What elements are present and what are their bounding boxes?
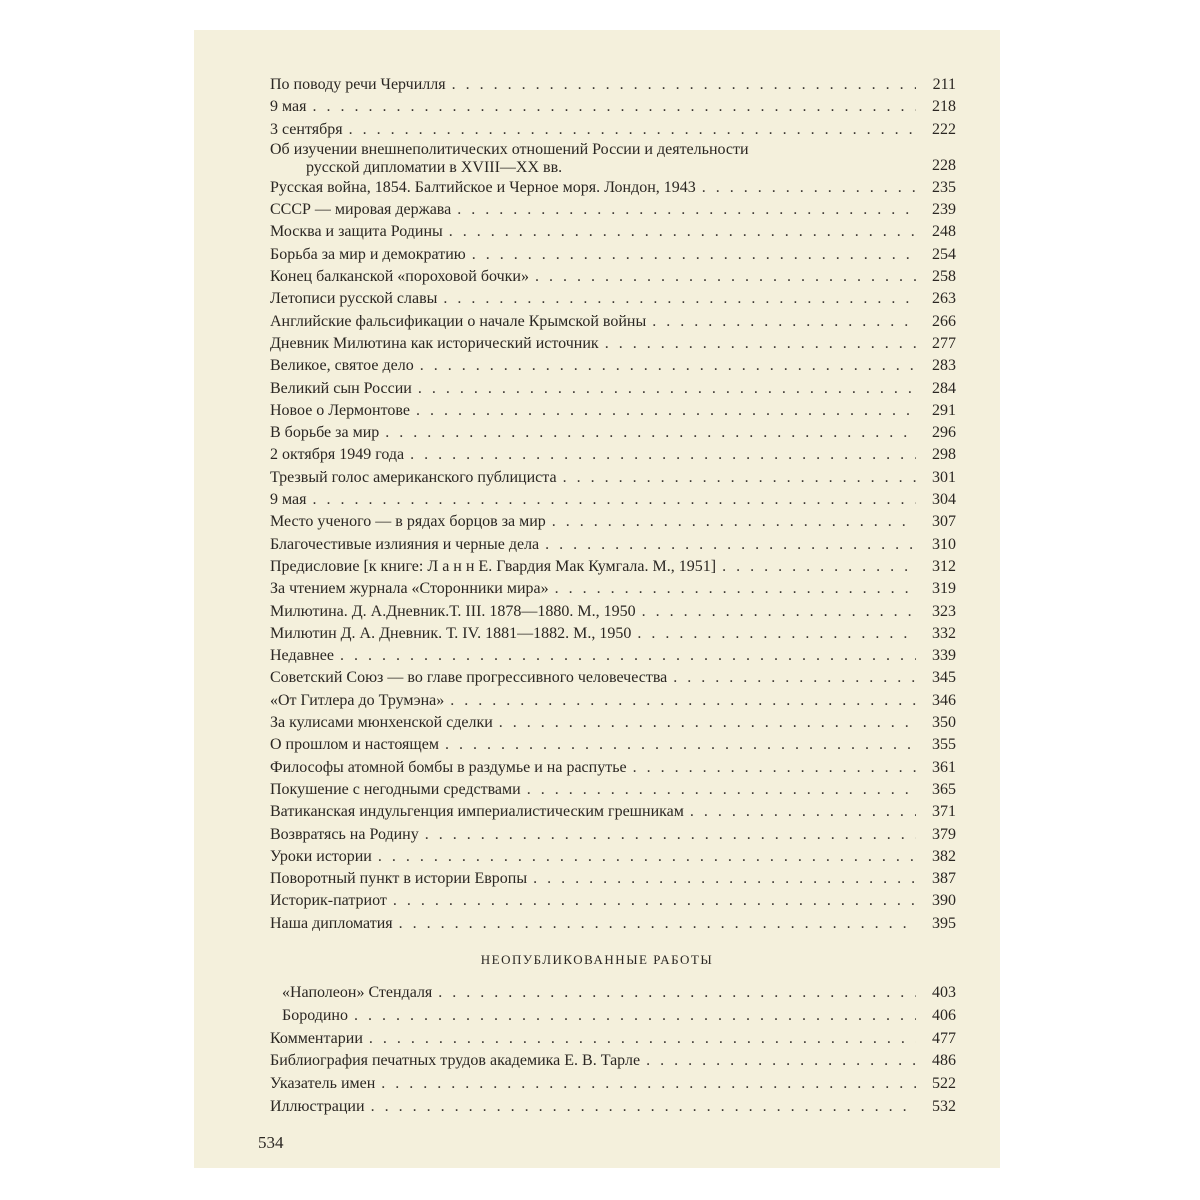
entry-title: Благочестивые излияния и черные дела — [270, 535, 540, 553]
entry-page: 382 — [932, 847, 956, 865]
leader-dots — [340, 645, 916, 667]
leader-dots — [443, 288, 916, 310]
entry-title: Философы атомной бомбы в раздумье и на распутье — [270, 758, 627, 776]
entry-title: «От Гитлера до Трумэна» — [270, 691, 445, 709]
entry-title: Русская война, 1854. Балтийское и Черное моря. Лондон, 1943 — [270, 178, 696, 196]
leader-dots — [605, 333, 916, 355]
leader-dots — [552, 511, 916, 533]
entry-title: Поворотный пункт в истории Европы — [270, 870, 528, 888]
entry-page: 307 — [932, 513, 956, 531]
book-page — [194, 30, 1000, 1168]
entry-title: О прошлом и настоящем — [270, 736, 439, 754]
leader-dots — [438, 982, 916, 1005]
leader-dots — [633, 757, 916, 779]
entry-title-line2: русской дипломатии в XVIII—XX вв. — [306, 158, 563, 176]
leader-dots — [418, 378, 916, 400]
entry-title: Бородино — [282, 1006, 348, 1024]
toc-entry — [270, 74, 956, 96]
entry-page: 277 — [932, 334, 956, 352]
entry-title: Милютина. Д. А.Дневник.Т. III. 1878—1880. М., 1950 — [270, 602, 636, 620]
entry-title: Иллюстрации — [270, 1097, 365, 1115]
leader-dots — [535, 266, 916, 288]
entry-page: 263 — [932, 290, 956, 308]
toc-entry — [270, 1050, 956, 1073]
leader-dots — [499, 712, 916, 734]
entry-title: 3 сентября — [270, 120, 343, 138]
entry-title: Английские фальсификации о начале Крымской войны — [270, 312, 647, 330]
toc-entry — [270, 422, 956, 444]
leader-dots — [642, 601, 916, 623]
leader-dots — [690, 801, 916, 823]
leader-dots — [425, 824, 916, 846]
entry-page: 222 — [932, 120, 956, 138]
entry-page: 379 — [932, 825, 956, 843]
entry-page: 332 — [932, 624, 956, 642]
leader-dots — [449, 221, 916, 243]
entry-page: 371 — [932, 803, 956, 821]
toc-entry — [270, 355, 956, 377]
toc-entry — [270, 1096, 956, 1119]
toc-entry — [270, 757, 956, 779]
leader-dots — [527, 779, 916, 801]
entry-title: Ватиканская индульгенция империалистическим грешникам — [270, 803, 684, 821]
entry-title: Библиография печатных трудов академика Е. В. Тарле — [270, 1052, 641, 1070]
leader-dots — [457, 199, 916, 221]
leader-dots — [378, 846, 916, 868]
entry-page: 395 — [932, 914, 956, 932]
leader-dots — [533, 868, 916, 890]
entry-title — [270, 141, 922, 177]
entry-page: 228 — [932, 156, 956, 174]
entry-page: 284 — [932, 379, 956, 397]
entry-page: 346 — [932, 691, 956, 709]
entry-page: 258 — [932, 268, 956, 286]
leader-dots — [354, 1005, 916, 1028]
entry-page: 345 — [932, 669, 956, 687]
toc-entry — [270, 199, 956, 221]
entry-page: 283 — [932, 357, 956, 375]
entry-page: 477 — [932, 1029, 956, 1047]
toc-entry — [270, 824, 956, 846]
toc-entry — [270, 288, 956, 310]
entry-page: 211 — [932, 76, 956, 93]
toc-entry — [270, 578, 956, 600]
toc-entry — [270, 868, 956, 890]
entry-title: Великое, святое дело — [270, 357, 414, 375]
toc-entry — [270, 779, 956, 801]
entry-title: 2 октября 1949 года — [270, 446, 405, 464]
leader-dots — [555, 578, 916, 600]
toc-entry — [270, 311, 956, 333]
entry-title: Конец балканской «пороховой бочки» — [270, 268, 529, 286]
entry-title: Борьба за мир и демократию — [270, 245, 466, 263]
entry-page: 291 — [932, 401, 956, 419]
entry-page: 239 — [932, 201, 956, 219]
toc-entry — [270, 141, 956, 177]
entry-page: 319 — [932, 580, 956, 598]
toc-entry — [270, 244, 956, 266]
leader-dots — [646, 1050, 916, 1073]
page-number: 534 — [258, 1133, 284, 1152]
entry-page: 301 — [932, 468, 956, 486]
toc-entry — [270, 645, 956, 667]
entry-title: Трезвый голос американского публициста — [270, 468, 557, 486]
leader-dots — [702, 177, 916, 199]
leader-dots — [545, 534, 916, 556]
leader-dots — [381, 1073, 916, 1096]
entry-page: 248 — [932, 223, 956, 241]
entry-title: Историк-патриот — [270, 892, 387, 910]
entry-title: Недавнее — [270, 647, 335, 665]
toc-entry — [270, 846, 956, 868]
entry-title: Место ученого — в рядах борцов за мир — [270, 513, 546, 531]
toc-entry — [270, 266, 956, 288]
entry-page: 365 — [932, 780, 956, 798]
entry-page: 266 — [932, 312, 956, 330]
entry-page: 532 — [932, 1097, 956, 1115]
entry-title: Покушение с негодными средствами — [270, 780, 521, 798]
entry-title: 9 мая — [270, 491, 307, 509]
leader-dots — [452, 74, 916, 96]
entry-title: В борьбе за мир — [270, 424, 380, 442]
toc-entry — [270, 623, 956, 645]
entry-title: Новое о Лермонтове — [270, 401, 410, 419]
entry-title: Комментарии — [270, 1029, 363, 1047]
leader-dots — [385, 422, 916, 444]
leader-dots — [450, 690, 916, 712]
entry-page: 522 — [932, 1075, 956, 1093]
entry-page: 355 — [932, 736, 956, 754]
toc-entry — [270, 467, 956, 489]
entry-title: По поводу речи Черчилля — [270, 76, 446, 93]
leader-dots — [722, 556, 916, 578]
entry-title: Предисловие [к книге: Л а н н Е. Гвардия Мак Кумгала. М., 1951] — [270, 557, 717, 575]
toc-entry — [270, 712, 956, 734]
leader-dots — [637, 623, 916, 645]
toc-entry — [270, 690, 956, 712]
entry-page: 403 — [932, 984, 956, 1001]
leader-dots — [349, 119, 916, 141]
toc-entry — [270, 119, 956, 141]
entry-title: За кулисами мюнхенской сделки — [270, 714, 493, 732]
toc-entry — [270, 400, 956, 422]
leader-dots — [371, 1096, 916, 1119]
entry-page: 361 — [932, 758, 956, 776]
entry-page: 486 — [932, 1052, 956, 1070]
toc-entry — [270, 534, 956, 556]
entry-page: 218 — [932, 98, 956, 116]
toc-entry — [270, 734, 956, 756]
entry-page: 350 — [932, 714, 956, 732]
toc-entry — [270, 890, 956, 912]
toc-entry — [270, 982, 956, 1005]
toc-entry — [270, 489, 956, 511]
toc-entry — [270, 1073, 956, 1096]
table-of-contents — [270, 74, 956, 935]
entry-title: Москва и защита Родины — [270, 223, 443, 241]
entry-title: Указатель имен — [270, 1075, 376, 1093]
leader-dots — [416, 400, 916, 422]
leader-dots — [312, 96, 916, 118]
toc-entry — [270, 801, 956, 823]
toc-entry — [270, 378, 956, 400]
entry-page: 296 — [932, 424, 956, 442]
entry-page: 298 — [932, 446, 956, 464]
leader-dots — [673, 667, 916, 689]
entry-title: СССР — мировая держава — [270, 201, 452, 219]
entry-page: 406 — [932, 1006, 956, 1024]
toc-entry — [270, 667, 956, 689]
leader-dots — [410, 444, 916, 466]
leader-dots — [420, 355, 916, 377]
toc-entry — [270, 511, 956, 533]
entry-title: Великий сын России — [270, 379, 412, 397]
entry-title: Уроки истории — [270, 847, 372, 865]
leader-dots — [369, 1028, 916, 1051]
toc-entry — [270, 444, 956, 466]
leader-dots — [472, 244, 916, 266]
entry-page: 312 — [932, 557, 956, 575]
entry-title: Наша дипломатия — [270, 914, 393, 932]
toc-entry — [270, 96, 956, 118]
entry-title: Милютин Д. А. Дневник. Т. IV. 1881—1882. М., 1950 — [270, 624, 632, 642]
unpublished-works-list — [270, 982, 956, 1119]
entry-page: 304 — [932, 491, 956, 509]
toc-entry — [270, 333, 956, 355]
toc-entry — [270, 913, 956, 935]
leader-dots — [652, 311, 916, 333]
entry-page: 310 — [932, 535, 956, 553]
toc-entry — [270, 1028, 956, 1051]
entry-page: 387 — [932, 870, 956, 888]
entry-title: 9 мая — [270, 98, 307, 116]
toc-entry — [270, 177, 956, 199]
leader-dots — [563, 467, 916, 489]
entry-page: 235 — [932, 178, 956, 196]
leader-dots — [312, 489, 916, 511]
entry-title: «Наполеон» Стендаля — [282, 984, 433, 1001]
leader-dots — [445, 734, 916, 756]
entry-title-line1: Об изучении внешнеполитических отношений России и деятельности — [270, 140, 749, 158]
toc-entry — [270, 1005, 956, 1028]
toc-entry — [270, 556, 956, 578]
entry-page: 254 — [932, 245, 956, 263]
entry-page: 339 — [932, 647, 956, 665]
leader-dots — [393, 890, 916, 912]
toc-entry — [270, 601, 956, 623]
entry-title: Советский Союз — во главе прогрессивного человечества — [270, 669, 668, 687]
entry-page: 323 — [932, 602, 956, 620]
entry-title: За чтением журнала «Сторонники мира» — [270, 580, 549, 598]
entry-page: 390 — [932, 892, 956, 910]
section-heading: НЕОПУБЛИКОВАННЫЕ РАБОТЫ — [480, 952, 714, 967]
entry-title: Возвратясь на Родину — [270, 825, 419, 843]
toc-entry — [270, 221, 956, 243]
leader-dots — [399, 913, 916, 935]
entry-title: Летописи русской славы — [270, 290, 438, 308]
entry-title: Дневник Милютина как исторический источник — [270, 334, 599, 352]
